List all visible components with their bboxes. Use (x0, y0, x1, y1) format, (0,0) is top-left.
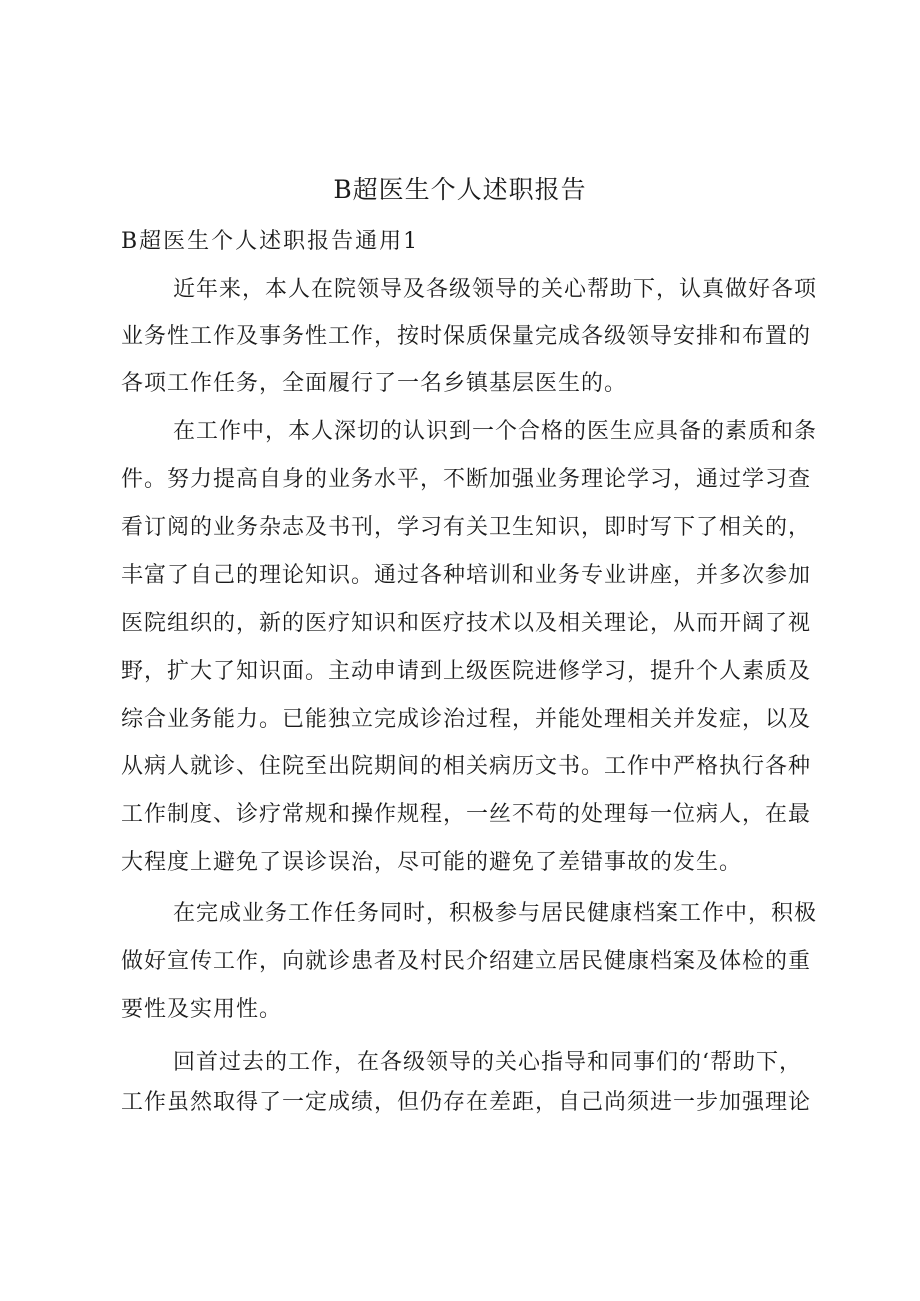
paragraph-1-line-1: 近年来，本人在院领导及各级领导的关心帮助下，认真做好各项 (173, 277, 818, 302)
paragraph-1-line-3: 各项工作任务，全面履行了一名乡镇基层医生的。 (121, 371, 628, 396)
paragraph-2-line-10: 大程度上避免了误诊误治，尽可能的避免了差错事故的发生。 (121, 850, 743, 875)
paragraph-4-line-1: 回首过去的工作，在各级领导的关心指导和同事们的‘帮助下， (173, 1050, 802, 1075)
paragraph-2-line-8: 从病人就诊、住院至出院期间的相关病历文书。工作中严格执行各种 (121, 754, 812, 779)
paragraph-1-line-2: 业务性工作及事务性工作，按时保质保量完成各级领导安排和布置的 (121, 324, 812, 349)
paragraph-2-line-6: 野，扩大了知识面。主动申请到上级医院进修学习，提升个人素质及 (121, 659, 812, 684)
paragraph-2-line-2: 件。努力提高自身的业务水平，不断加强业务理论学习，通过学习查 (121, 467, 812, 492)
paragraph-2-line-5: 医院组织的，新的医疗知识和医疗技术以及相关理论，从而开阔了视 (121, 611, 812, 636)
document-subtitle: B超医生个人述职报告通用1 (121, 229, 420, 254)
paragraph-3-line-3: 要性及实用性。 (121, 997, 283, 1022)
paragraph-2-line-4: 丰富了自己的理论知识。通过各种培训和业务专业讲座，并多次参加 (121, 563, 812, 588)
paragraph-2-line-1: 在工作中，本人深切的认识到一个合格的医生应具备的素质和条 (173, 419, 818, 444)
document-title: B超医生个人述职报告 (333, 175, 587, 204)
paragraph-2-line-3: 看订阅的业务杂志及书刊，学习有关卫生知识，即时写下了相关的， (121, 515, 812, 540)
paragraph-4-line-2: 工作虽然取得了一定成绩，但仍存在差距，自己尚须进一步加强理论 (121, 1090, 812, 1115)
paragraph-3-line-1: 在完成业务工作任务同时，积极参与居民健康档案工作中，积极 (173, 901, 818, 926)
paragraph-2-line-7: 综合业务能力。已能独立完成诊治过程，并能处理相关并发症，以及 (121, 707, 812, 732)
paragraph-3-line-2: 做好宣传工作，向就诊患者及村民介绍建立居民健康档案及体检的重 (121, 949, 812, 974)
paragraph-2-line-9: 工作制度、诊疗常规和操作规程，一丝不苟的处理每一位病人，在最 (121, 802, 812, 827)
